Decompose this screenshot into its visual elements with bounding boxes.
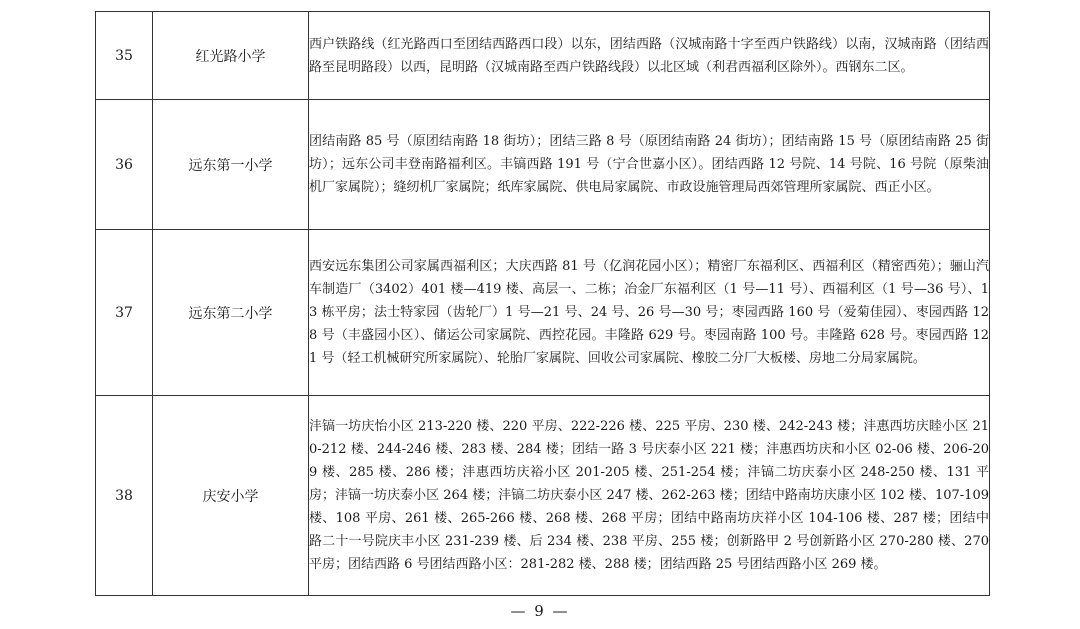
table-row [96,230,990,396]
school-name: 远东第二小学 [153,230,309,396]
table-row [96,100,990,230]
school-name: 远东第一小学 [153,100,309,230]
row-number: 35 [96,12,153,100]
enrollment-area: 西安远东集团公司家属西福利区；大庆西路 81 号（亿润花园小区）；精密厂东福利区、西福利区（精密西苑）；骊山汽车制造厂（3402）401 楼—419 楼、高层一、二栋；冶金厂东福利区（1 号—11 号）、西福利区（1 号—36 号）、13 栋平房；法士特家园（齿轮厂）1 号—21 号、24 号、26 号—30 号；枣园西路 160 号（爱菊佳园）、枣园西路 128 号（丰盛园小区）、储运公司家属院、西控花园。丰隆路 629 号。枣园南路 100 号。丰隆路 628 号。枣园西路 121 号（轻工机械研究所家属院）、轮胎厂家属院、回收公司家属院、橡胶二分厂大板楼、房地二分局家属院。 [309,230,990,396]
enrollment-area: 西户铁路线（红光路西口至团结西路西口段）以东，团结西路（汉城南路十字至西户铁路线）以南，汉城南路（团结西路至昆明路段）以西，昆明路（汉城南路至西户铁路线段）以北区域（利君西福利区除外）。西钢东二区。 [309,12,990,100]
table-row [96,12,990,100]
table-row [96,396,990,596]
enrollment-area: 团结南路 85 号（原团结南路 18 街坊）；团结三路 8 号（原团结南路 24 街坊）；团结南路 15 号（原团结南路 25 街坊）；远东公司丰登南路福利区。丰镐西路 191 号（宁合世嘉小区）。团结西路 12 号院、14 号院、16 号院（原柴油机厂家属院）；缝纫机厂家属院；纸库家属院、供电局家属院、市政设施管理局西郊管理所家属院、西正小区。 [309,100,990,230]
row-number: 38 [96,396,153,596]
school-name: 红光路小学 [153,12,309,100]
row-number: 36 [96,100,153,230]
enrollment-area: 沣镐一坊庆怡小区 213-220 楼、220 平房、222-226 楼、225 平房、230 楼、242-243 楼；沣惠西坊庆睦小区 210-212 楼、244-246 楼、283 楼、284 楼；团结一路 3 号庆泰小区 221 楼；沣惠西坊庆和小区 02-06 楼、206-209 楼、285 楼、286 楼；沣惠西坊庆裕小区 201-205 楼、251-254 楼；沣镐二坊庆泰小区 248-250 楼、131 平房；沣镐一坊庆泰小区 264 楼；沣镐二坊庆泰小区 247 楼、262-263 楼；团结中路南坊庆康小区 102 楼、107-109 楼、108 平房、261 楼、265-266 楼、268 楼、268 平房；团结中路南坊庆祥小区 104-106 楼、287 楼；团结中路二十一号院庆丰小区 231-239 楼、后 234 楼、238 平房、255 楼；创新路甲 2 号创新路小区 270-280 楼、270 平房；团结西路 6 号团结西路小区：281-282 楼、288 楼；团结西路 25 号团结西路小区 269 楼。 [309,396,990,596]
school-name: 庆安小学 [153,396,309,596]
page-number: — 9 — [510,602,570,620]
school-zone-table [95,11,990,596]
row-number: 37 [96,230,153,396]
